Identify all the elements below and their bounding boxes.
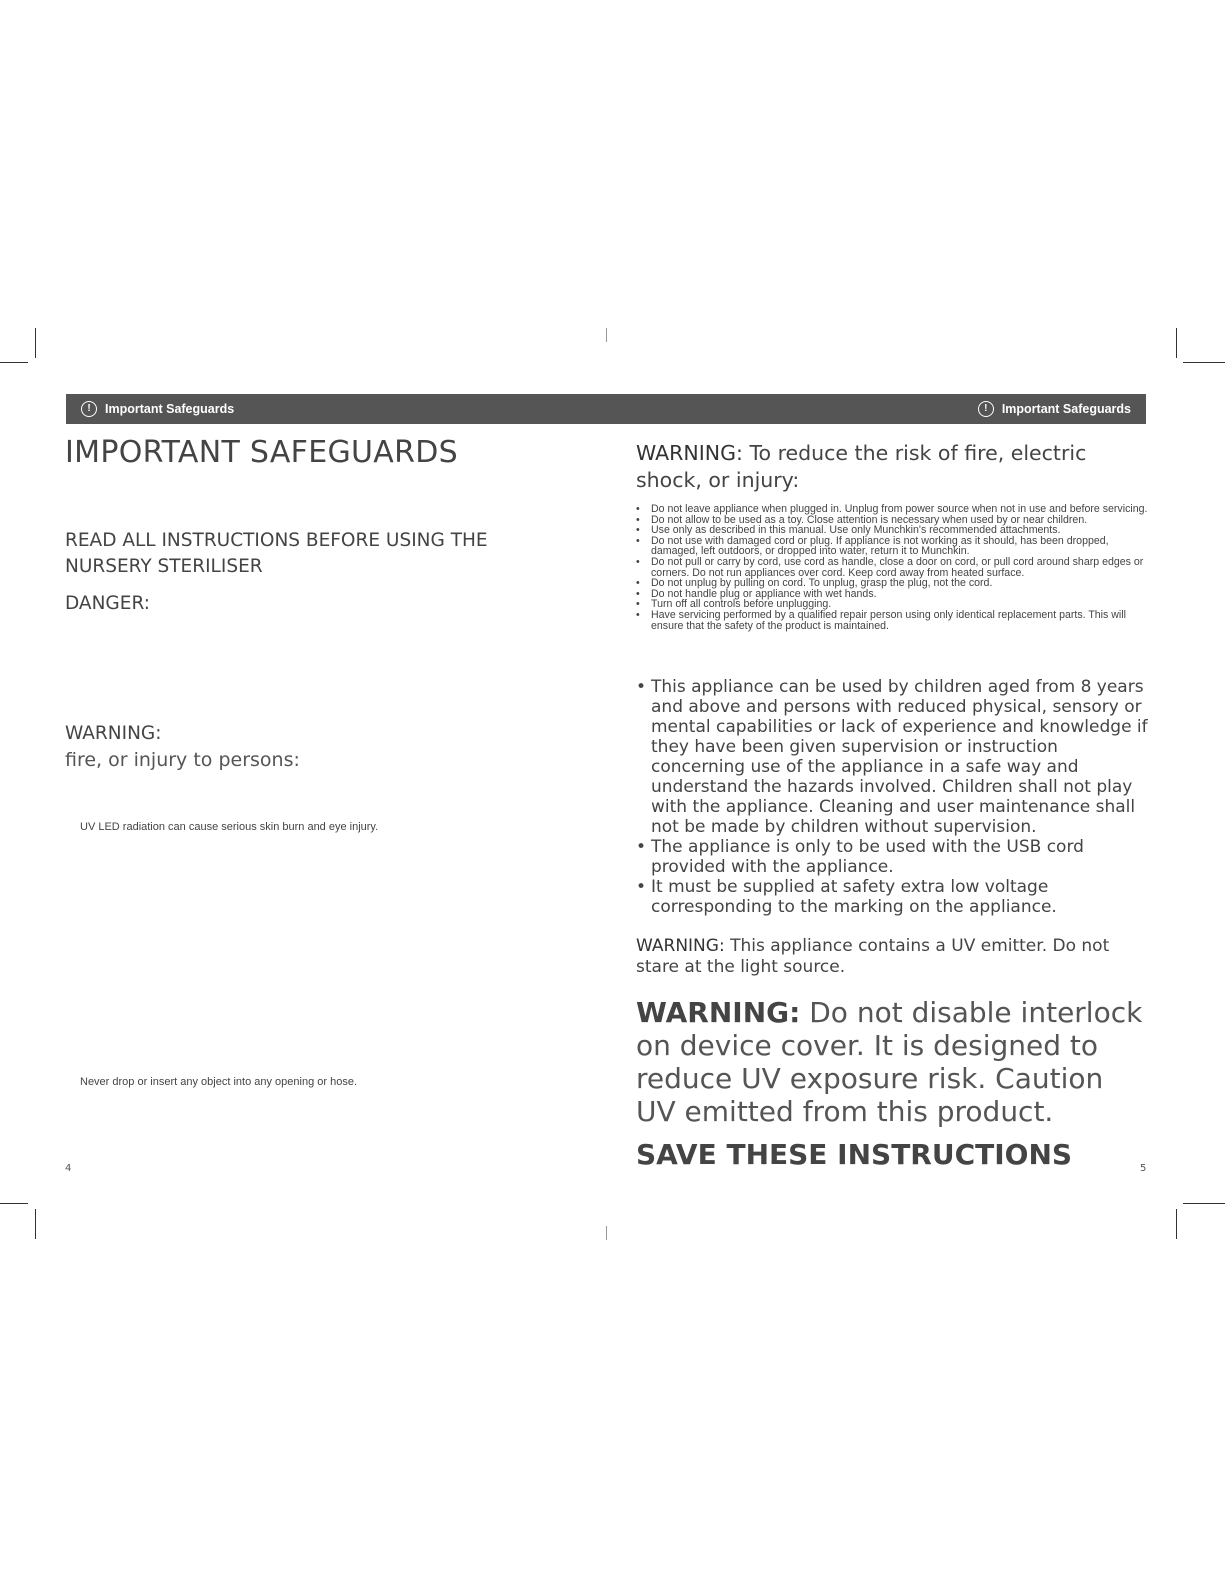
header-bar <box>66 394 1146 424</box>
save-instructions-heading: SAVE THESE INSTRUCTIONS <box>636 1138 1073 1171</box>
list-item: • Use only as described in this manual. Use only Munchkin's recommended attachments. <box>636 525 1151 536</box>
crop-mark <box>0 362 28 363</box>
warning-text: fire, or injury to persons: <box>65 749 300 771</box>
header-left <box>81 394 234 424</box>
list-item: • It must be supplied at safety extra low voltage corresponding to the marking on the appliance. <box>636 877 1151 917</box>
header-left-label: Important Safeguards <box>105 402 235 416</box>
header-right <box>978 394 1131 424</box>
uv-warning <box>636 936 1136 978</box>
list-item: • The appliance is only to be used with the USB cord provided with the appliance. <box>636 837 1151 877</box>
list-item: • Do not use with damaged cord or plug. If appliance is not working as it should, has been dropped, damaged, left outdoors, or dropped into water, return it to Munchkin. <box>636 536 1151 557</box>
crop-mark <box>1176 328 1177 358</box>
warning-heading: WARNING: <box>65 723 162 744</box>
crop-mark <box>606 328 607 342</box>
page-number-left: 4 <box>65 1163 72 1174</box>
list-item: • Do not pull or carry by cord, use cord as handle, close a door on cord, or pull cord around sharp edges or corners. Do not run appliances over cord. Keep cord away from heated surface. <box>636 557 1151 578</box>
interlock-warning-text: Do not disable interlock on device cover. It is designed to reduce UV exposure risk. Caution UV emitted from this product. <box>636 996 1143 1128</box>
crop-mark <box>606 1226 607 1240</box>
crop-mark <box>1183 1203 1225 1204</box>
crop-mark <box>0 1203 28 1204</box>
list-item: • Do not unplug by pulling on cord. To unplug, grasp the plug, not the cord. <box>636 578 1151 589</box>
interlock-warning <box>636 996 1146 1128</box>
large-bullet-list <box>636 677 1151 917</box>
list-item: • Have servicing performed by a qualified repair person using only identical replacement parts. This will ensure that the safety of the product is maintained. <box>636 610 1151 631</box>
list-item: • Do not allow to be used as a toy. Close attention is necessary when used by or near children. <box>636 515 1151 526</box>
alert-circle-icon: ! <box>81 401 97 417</box>
crop-mark <box>1183 362 1225 363</box>
uv-warning-keyword: WARNING: <box>636 936 725 956</box>
danger-heading: DANGER: <box>65 593 150 614</box>
list-item: • Do not leave appliance when plugged in. Unplug from power source when not in use and before servicing. <box>636 504 1151 515</box>
page-number-right: 5 <box>1140 1163 1147 1174</box>
warning-text: To reduce the risk of fire, electric shock, or injury: <box>636 441 1087 492</box>
crop-mark <box>35 1209 36 1239</box>
crop-mark <box>35 328 36 358</box>
drop-note: Never drop or insert any object into any opening or hose. <box>80 1076 357 1088</box>
alert-circle-icon: ! <box>978 401 994 417</box>
uv-note: UV LED radiation can cause serious skin burn and eye injury. <box>80 821 379 833</box>
warning-heading-right <box>636 440 1146 494</box>
header-right-label: Important Safeguards <box>1001 402 1131 416</box>
uv-warning-text: This appliance contains a UV emitter. Do not stare at the light source. <box>636 936 1110 977</box>
interlock-warning-keyword: WARNING: <box>636 996 801 1029</box>
list-item: • Do not handle plug or appliance with wet hands. <box>636 589 1151 600</box>
small-bullet-list <box>636 504 1151 631</box>
list-item: • Turn off all controls before unplugging. <box>636 599 1151 610</box>
read-all-heading: READ ALL INSTRUCTIONS BEFORE USING THE NURSERY STERILISER <box>65 530 488 577</box>
crop-mark <box>1176 1209 1177 1239</box>
list-item: • This appliance can be used by children aged from 8 years and above and persons with reduced physical, sensory or mental capabilities or lack of experience and knowledge if they have been given supervision or instruction concerning use of the appliance in a safe way and understand the hazards involved. Children shall not play with the appliance. Cleaning and user maintenance shall not be made by children without supervision. <box>636 677 1151 837</box>
page-title: IMPORTANT SAFEGUARDS <box>65 435 458 470</box>
warning-keyword: WARNING: <box>636 441 743 465</box>
